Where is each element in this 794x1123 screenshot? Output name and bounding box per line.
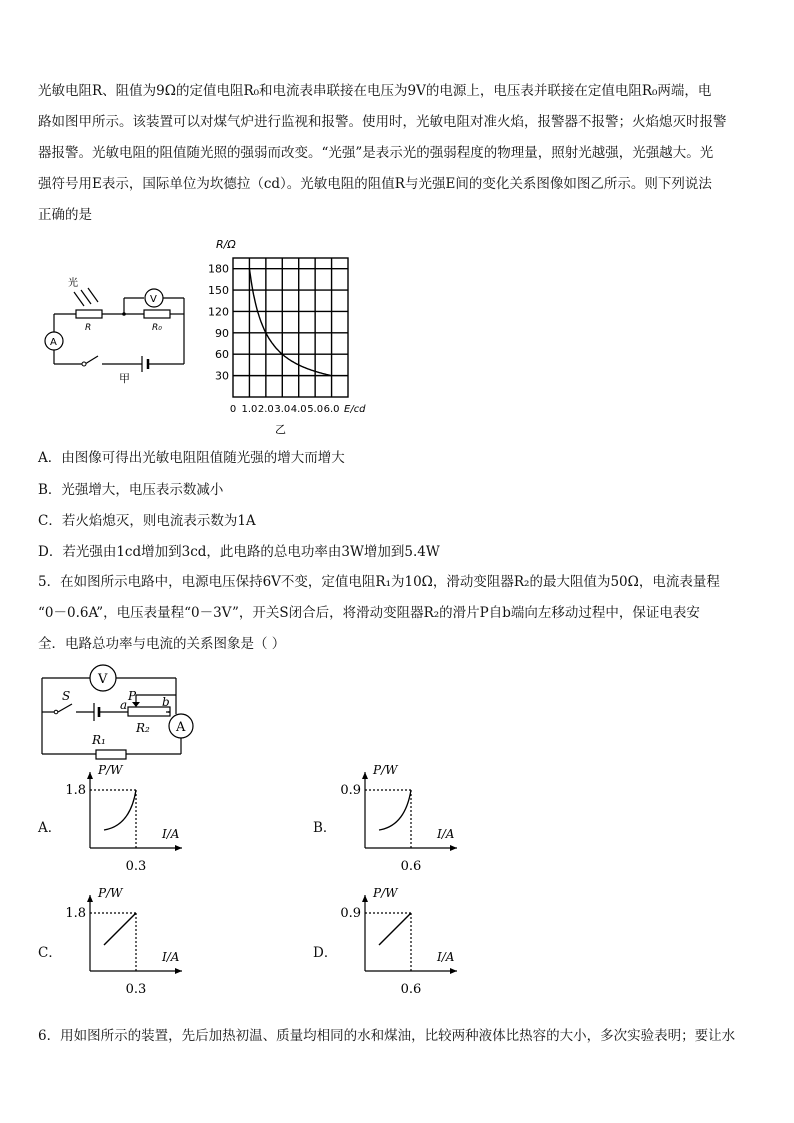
light-arrow — [74, 292, 84, 306]
end-a-label: a — [120, 698, 128, 712]
y-tick-label: 120 — [208, 305, 229, 319]
option-b: B．光强增大，电压表示数减小 — [38, 482, 224, 498]
x-axis-arrow — [450, 845, 457, 851]
y-tick-label: 60 — [215, 348, 229, 362]
light-arrow — [88, 288, 98, 302]
figure-caption-yi: 乙 — [275, 423, 286, 436]
y-tick-label: 30 — [215, 369, 229, 383]
power-line — [104, 913, 136, 945]
y-axis-label: P/W — [373, 886, 398, 900]
resistor-r — [76, 310, 102, 318]
x-value-label: 0.3 — [125, 982, 147, 993]
stem-line: 5．在如图所示电路中，电源电压保持6V不变，定值电阻R₁为10Ω，滑动变阻器R₂的最大阻值为50Ω，电流表量程 — [38, 574, 720, 590]
light-label: 光 — [68, 278, 78, 289]
y-axis-arrow — [87, 895, 93, 902]
switch-label: S — [62, 689, 71, 703]
y-value-label: 0.9 — [340, 906, 361, 921]
circuit-diagram-jia — [36, 270, 196, 390]
resistor-r1 — [96, 750, 126, 759]
power-curve — [379, 790, 411, 830]
y-value-label: 0.9 — [340, 783, 361, 798]
stem-line: 全．电路总功率与电流的关系图象是（ ） — [38, 636, 286, 652]
stem-line: 路如图甲所示。该装置可以对煤气炉进行监视和报警。使用时，光敏电阻对准火焰，报警器不报警；火焰熄灭时报警 — [38, 114, 727, 130]
x-tick-label: 0 — [229, 404, 237, 415]
y-axis-arrow — [362, 772, 368, 779]
option-c: C．若火焰熄灭，则电流表示数为1A — [38, 513, 256, 529]
option-d: D．若光强由1cd增加到3cd，此电路的总电功率由3W增加到5.4W — [38, 544, 440, 560]
ammeter-label: A — [50, 337, 57, 348]
r0-label: R₀ — [152, 323, 162, 333]
x-tick-label: 6.0 — [323, 404, 340, 415]
graph-option-b-letter: B． — [313, 820, 337, 836]
x-tick-label: 5.0 — [307, 404, 324, 415]
resistor-r0 — [144, 310, 170, 318]
stem-line: 器报警。光敏电阻的阻值随光照的强弱而改变。“光强”是表示光的强弱程度的物理量，照射光越强，光强越大。光 — [38, 145, 714, 161]
stem-line: 6．用如图所示的装置，先后加热初温、质量均相同的水和煤油，比较两种液体比热容的大小，多次实验表明；要让水 — [38, 1028, 736, 1044]
circuit-diagram-q5 — [36, 660, 206, 765]
y-value-label: 1.8 — [65, 783, 86, 798]
x-axis-label: E/cd — [344, 404, 366, 415]
y-tick-label: 180 — [208, 262, 229, 276]
y-value-label: 1.8 — [65, 906, 86, 921]
switch-s — [58, 704, 72, 712]
x-tick-label: 3.0 — [274, 404, 291, 415]
x-axis-arrow — [175, 845, 182, 851]
x-axis-arrow — [450, 968, 457, 974]
r1-label: R₁ — [92, 733, 106, 747]
graph-option-c-letter: C． — [38, 945, 62, 961]
y-axis-arrow — [87, 772, 93, 779]
x-axis-label: I/A — [437, 950, 455, 964]
graph-option-d-letter: D． — [313, 945, 338, 961]
x-tick-label: 1.0 — [241, 404, 258, 415]
ammeter-label: A — [176, 720, 186, 735]
power-curve — [104, 790, 136, 830]
stem-line: “0－0.6A”，电压表量程“0－3V”，开关S闭合后，将滑动变阻器R₂的滑片P自b端向左移动过程中，保证电表安 — [38, 605, 700, 621]
graph-option-a — [60, 762, 200, 870]
question-4-stem — [38, 76, 760, 231]
graph-option-b — [335, 762, 475, 870]
voltmeter-label: V — [98, 672, 108, 687]
x-tick-label: 2.0 — [257, 404, 274, 415]
x-axis-arrow — [175, 968, 182, 974]
x-axis-label: I/A — [437, 827, 455, 841]
figure-caption-jia: 甲 — [119, 372, 130, 385]
y-tick-label: 90 — [215, 326, 229, 340]
y-axis-label: P/W — [98, 886, 123, 900]
y-axis-label: R/Ω — [216, 238, 236, 251]
x-value-label: 0.6 — [400, 859, 422, 870]
x-axis-label: I/A — [162, 827, 180, 841]
slider-label: P — [128, 689, 137, 703]
x-value-label: 0.6 — [400, 982, 422, 993]
x-axis-label: I/A — [162, 950, 180, 964]
r-label: R — [85, 323, 92, 333]
y-axis-label: P/W — [98, 763, 123, 777]
switch — [85, 356, 98, 364]
x-value-label: 0.3 — [125, 859, 147, 870]
question-5-stem — [38, 567, 760, 660]
graph-option-d — [335, 885, 475, 993]
power-line — [379, 913, 411, 945]
end-b-label: b — [162, 695, 170, 709]
light-arrow — [81, 290, 91, 304]
x-tick-label: 4.0 — [290, 404, 307, 415]
graph-option-a-letter: A． — [38, 820, 62, 836]
y-axis-arrow — [362, 895, 368, 902]
graph-option-c — [60, 885, 200, 993]
question-6-stem — [38, 1021, 760, 1052]
y-tick-label: 150 — [208, 284, 229, 298]
r-e-curve — [249, 269, 331, 376]
y-axis-label: P/W — [373, 763, 398, 777]
graph-r-vs-e — [180, 232, 380, 437]
voltmeter-label: V — [150, 294, 157, 305]
stem-line: 正确的是 — [38, 207, 92, 223]
stem-line: 光敏电阻R、阻值为9Ω的定值电阻R₀和电流表串联接在电压为9V的电源上，电压表并联接在定值电阻R₀两端，电 — [38, 83, 712, 99]
stem-line: 强符号用E表示，国际单位为坎德拉（cd）。光敏电阻的阻值R与光强E间的变化关系图像如图乙所示。则下列说法 — [38, 176, 712, 192]
option-a: A．由图像可得出光敏电阻阻值随光强的增大而增大 — [38, 450, 345, 466]
r2-label: R₂ — [136, 721, 150, 735]
